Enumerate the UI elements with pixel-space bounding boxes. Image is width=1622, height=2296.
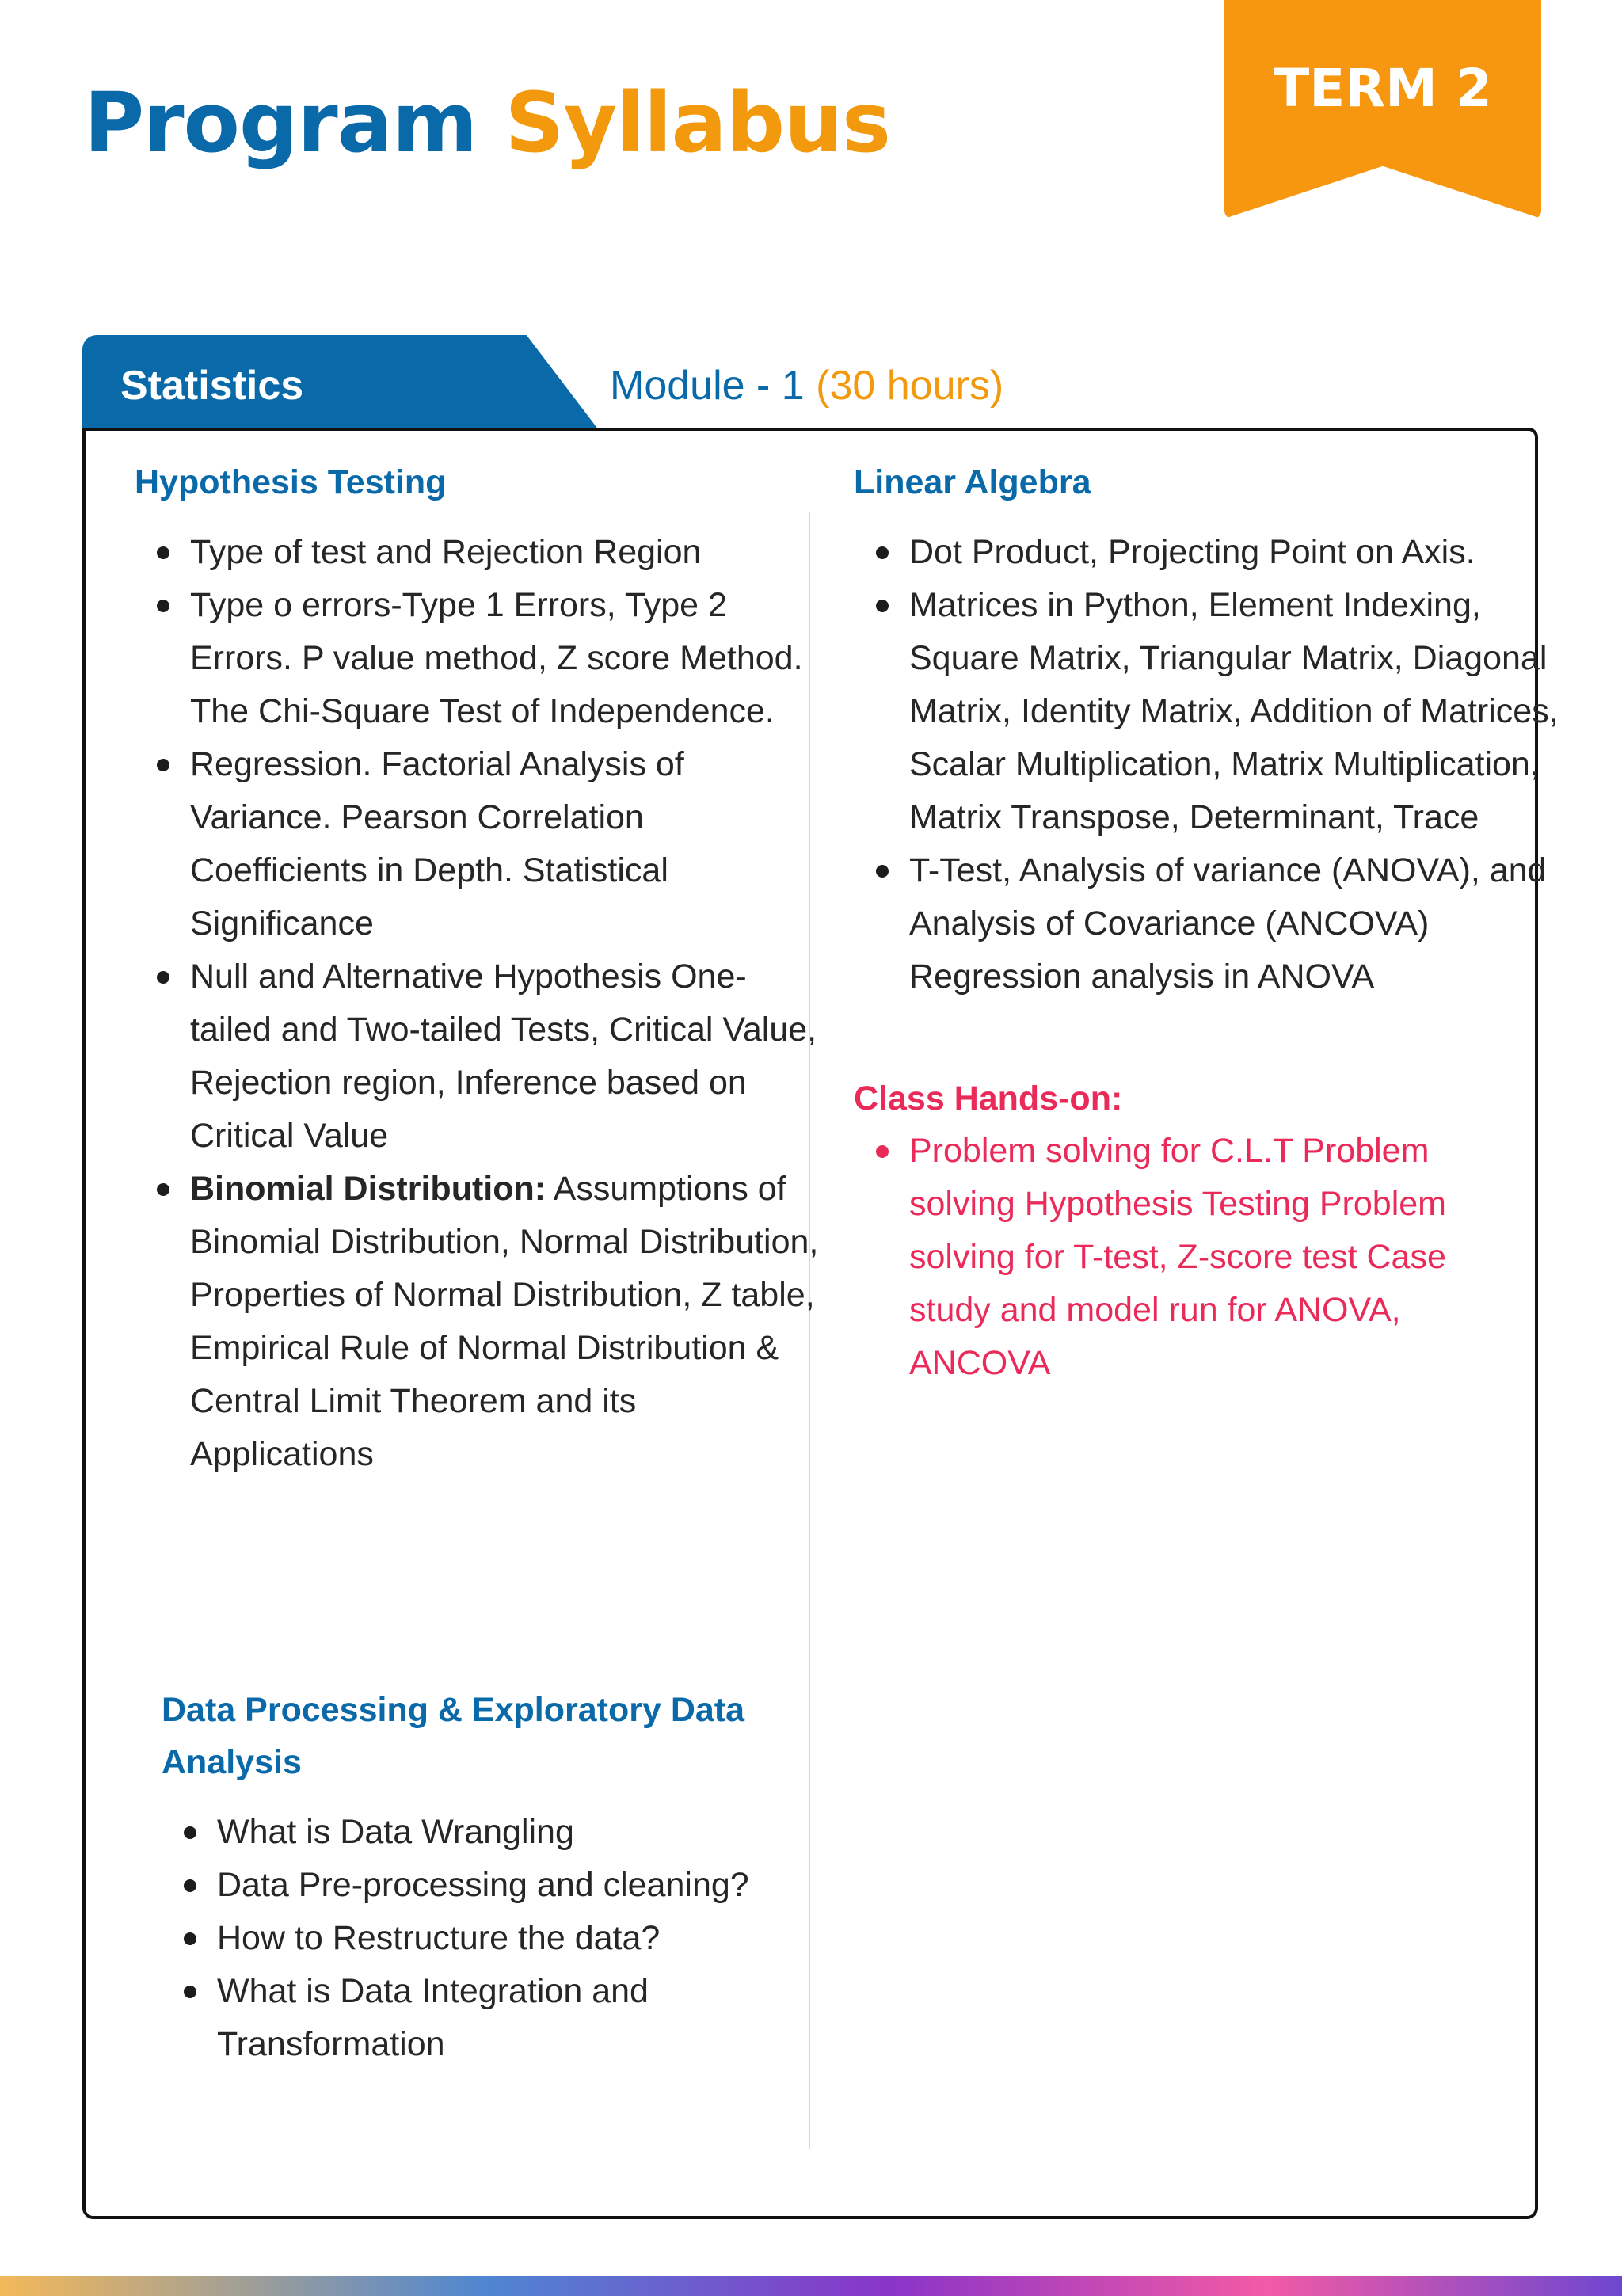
module-tab-label: Statistics bbox=[120, 363, 304, 409]
module-heading bbox=[610, 358, 1003, 413]
list-item: Matrices in Python, Element Indexing, Square Matrix, Triangular Matrix, Diagonal Matrix, Identity Matrix, Addition of Matrices, Scalar Multiplication, Matrix Multiplication, Matrix Transpose, Determinant, Trace bbox=[909, 579, 1559, 844]
section-title-hypothesis-testing: Hypothesis Testing bbox=[135, 463, 447, 501]
list-item: Data Pre-processing and cleaning? bbox=[217, 1859, 843, 1912]
binomial-label: Binomial Distribution: bbox=[190, 1170, 546, 1208]
term-label: TERM 2 bbox=[1274, 58, 1492, 119]
list-item: What is Data Integration and Transformation bbox=[217, 1965, 843, 2071]
bottom-gradient-bar bbox=[0, 2276, 1622, 2296]
list-item: What is Data Wrangling bbox=[217, 1806, 843, 1859]
list-item: Regression. Factorial Analysis of Variance. Pearson Correlation Coefficients in Depth. Statistical Significance bbox=[190, 738, 824, 950]
title-word-program: Program bbox=[84, 74, 478, 171]
list-item: Null and Alternative Hypothesis One-tailed and Two-tailed Tests, Critical Value, Rejection region, Inference based on Critical Value bbox=[190, 950, 824, 1163]
list-item: Problem solving for C.L.T Problem solving Hypothesis Testing Problem solving for T-test, Z-score test Case study and model run for ANOVA, ANCOVA bbox=[909, 1125, 1527, 1390]
list-item: Dot Product, Projecting Point on Axis. bbox=[909, 526, 1559, 579]
list-item: How to Restructure the data? bbox=[217, 1912, 843, 1965]
section-title-class-hands-on: Class Hands-on: bbox=[854, 1079, 1123, 1118]
list-item bbox=[190, 1163, 824, 1481]
class-hands-on-list bbox=[854, 1125, 1527, 1390]
linear-algebra-list bbox=[854, 526, 1559, 1003]
module-duration: (30 hours) bbox=[816, 363, 1004, 409]
data-processing-list bbox=[162, 1806, 843, 2071]
list-item: T-Test, Analysis of variance (ANOVA), and Analysis of Covariance (ANCOVA) Regression analysis in ANOVA bbox=[909, 844, 1559, 1003]
title-word-syllabus: Syllabus bbox=[504, 74, 891, 171]
section-title-data-processing: Data Processing & Exploratory Data Analysis bbox=[162, 1691, 745, 1781]
section-title-linear-algebra: Linear Algebra bbox=[854, 463, 1091, 501]
list-item: Type o errors-Type 1 Errors, Type 2 Errors. P value method, Z score Method. The Chi-Square Test of Independence. bbox=[190, 579, 824, 738]
list-item: Type of test and Rejection Region bbox=[190, 526, 824, 579]
module-name: Module - 1 bbox=[610, 363, 805, 409]
binomial-text: Assumptions of Binomial Distribution, Normal Distribution, Properties of Normal Distribution, Z table, Empirical Rule of Normal Distribution & Central Limit Theorem and its Applications bbox=[190, 1170, 819, 1473]
hypothesis-testing-list bbox=[135, 526, 824, 1481]
page-title bbox=[84, 71, 890, 174]
